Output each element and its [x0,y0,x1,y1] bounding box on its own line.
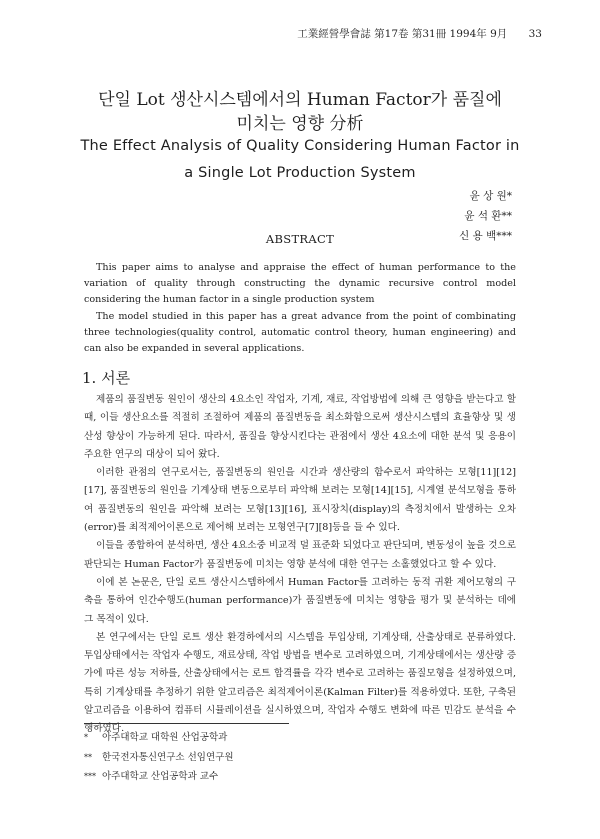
footnote-1 [84,728,484,748]
abstract-paragraph-1: This paper aims to analyse and appraise the effect of human performance to the variation of quality through constructing the dynamic recursive control model considering the human factor in a single production system [84,262,516,306]
footnote-mark: *** [84,772,96,781]
introduction-body [84,391,516,739]
body-paragraph-3: 이들을 종합하여 분석하면, 생산 4요소중 비교적 덜 표준화 되었다고 판단되며, 변동성이 높을 것으로 판단되는 Human Factor가 품질변동에 미치는 영향 분석에 대한 연구는 소홀했었다고 할 수 있다. [84,540,516,570]
author-2: 윤 석 환** [464,210,512,222]
english-title [0,133,600,187]
footnote-mark: * [84,733,88,742]
korean-title-line-2: 미치는 영향 分析 [236,114,364,134]
running-header [297,26,542,41]
body-paragraph-1: 제품의 품질변동 원인이 생산의 4요소인 작업자, 기계, 재료, 작업방법에 의해 큰 영향을 받는다고 할 때, 이들 생산요소를 적절히 조절하여 제품의 품질변동을 최소화함으로써 생산시스템의 효율향상 및 생산성 향상이 가능하게 된다. 따라서, 품질을 향상시킨다는 관점에서 생산 4요소에 대한 분석 및 응용이 주요한 연구의 대상이 되어 왔다. [84,394,516,460]
footnote-divider [84,723,289,724]
footnote-mark: ** [84,752,92,762]
body-paragraph-2: 이러한 관점의 연구로서는, 품질변동의 원인을 시간과 생산량의 함수로서 파악하는 모형[11][12][17], 품질변동의 원인을 기계상태 변동으로부터 파악해 보려는 모형[14][15], 시계열 분석모형을 통하여 품질변동의 원인을 파악해 보려는 모형[13][16], 표시장치(display)의 측정치에서 발생하는 오차(error)를 최적제어이론으로 제어해 보려는 모형연구[7][8]등을 들 수 있다. [84,467,516,534]
footnote-text: 아주대학교 산업공학과 교수 [102,771,219,782]
abstract-heading: ABSTRACT [265,232,335,246]
footnotes [84,728,484,787]
page-number: 33 [528,28,542,40]
abstract-paragraph-2: The model studied in this paper has a great advance from the point of combinating three technologies(quality control, automatic control theory, human engineering) and can also be expanded in several applications. [84,310,516,355]
body-paragraph-4: 이에 본 논문은, 단일 로트 생산시스템하에서 Human Factor를 고려하는 동적 귀환 제어모형의 구축을 통하여 인간수행도(human performance)가 품질변동에 미치는 영향을 평가 및 분석하는 데에 그 목적이 있다. [84,576,516,625]
footnote-3 [84,767,484,787]
footnote-2 [84,748,484,768]
body-paragraph-5: 본 연구에서는 단일 로트 생산 환경하에서의 시스템을 투입상태, 기계상태, 산출상태로 분류하였다. 투입상태에서는 작업자 수행도, 재료상태, 작업 방법을 변수로 고려하였으며, 기계상태에서는 생산량 증가에 따른 성능 저하를, 산출상태에서는 로트 합격률을 각각 변수로 고려하는 품질모형을 설정하였으며, 특히 기계상태를 추정하기 위한 알고리즘은 최적제어이론(Kalman Filter)를 적용하였다. 또한, 구축된 알고리즘을 이용하여 컴퓨터 시뮬레이션을 실시하였으며, 작업자 수행도 변화에 따른 민감도 분석을 수행하였다. [84,631,516,735]
korean-title [0,88,600,136]
footnote-text: 아주대학교 대학원 산업공학과 [102,732,228,743]
section-heading-introduction: 1. 서론 [82,369,131,387]
author-1: 윤 상 원* [469,190,512,202]
english-title-line-1: The Effect Analysis of Quality Considering Human Factor in [80,138,520,154]
abstract-body [84,260,516,357]
author-3: 신 용 백*** [459,230,512,242]
footnote-text: 한국전자통신연구소 선임연구원 [102,751,234,763]
korean-title-line-1: 단일 Lot 생산시스템에서의 Human Factor가 품질에 [98,90,502,110]
journal-citation: 工業經營學會誌 第17卷 第31冊 1994年 9月 [297,28,508,40]
english-title-line-2: a Single Lot Production System [184,165,416,181]
